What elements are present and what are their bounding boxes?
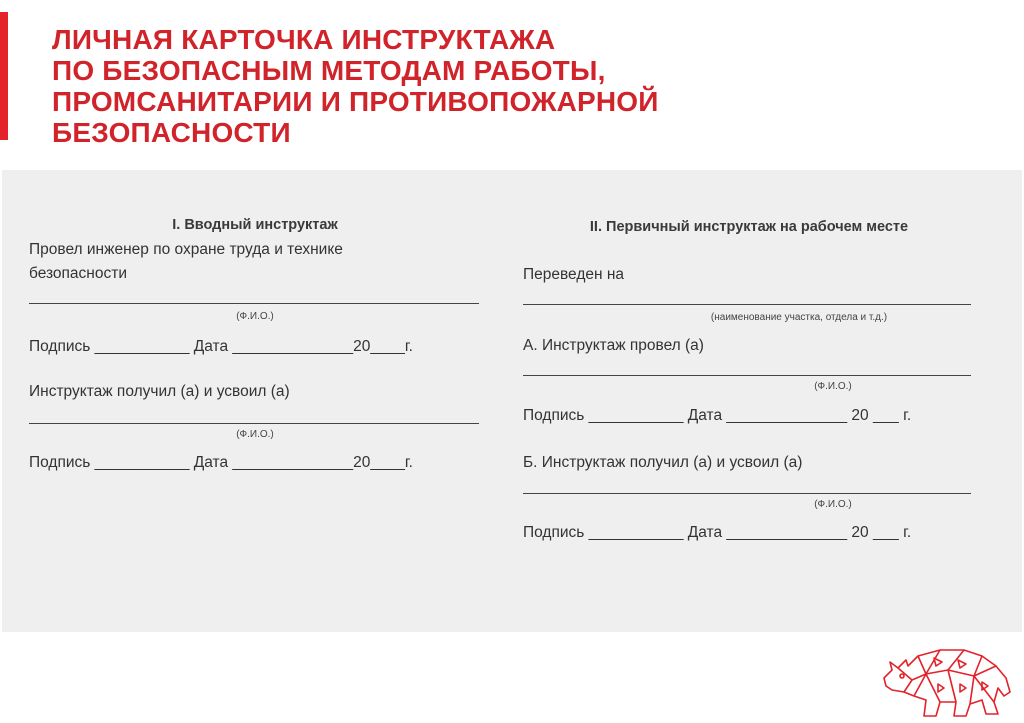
workplace-heading: II. Первичный инструктаж на рабочем месте [589,219,909,235]
name-field-a[interactable] [523,375,971,376]
signature-date-line-2: Подпись ___________ Дата ______________20____г. [29,454,413,471]
instruction-card-panel [2,170,1022,632]
name-caption-1: (Ф.И.О.) [236,311,274,322]
name-field-2[interactable] [29,423,479,424]
title-line-1: ЛИЧНАЯ КАРТОЧКА ИНСТРУКТАЖА [52,24,556,55]
unit-caption: (наименование участка, отдела и т.д.) [710,312,888,323]
name-caption-a: (Ф.И.О.) [814,381,852,392]
induction-heading: I. Вводный инструктаж [172,217,338,233]
conducted-by-line-2: безопасности [29,265,127,282]
transferred-line: Переведен на [523,266,625,283]
name-caption-b: (Ф.И.О.) [814,499,852,510]
conducted-by-line: А. Инструктаж провел (а) [523,337,704,354]
accent-bar [0,12,8,140]
conducted-by-line-1: Провел инженер по охране труда и технике [29,241,343,258]
name-field-1[interactable] [29,303,479,304]
title-line-4: БЕЗОПАСНОСТИ [52,117,291,148]
name-caption-2: (Ф.И.О.) [236,429,274,440]
signature-date-line-a: Подпись ___________ Дата ______________ 20 ___ г. [523,407,912,424]
rhino-logo-icon [878,640,1018,720]
title-line-2: ПО БЕЗОПАСНЫМ МЕТОДАМ РАБОТЫ, [52,55,606,86]
name-field-b[interactable] [523,493,971,494]
signature-date-line-1: Подпись ___________ Дата ______________20____г. [29,338,413,355]
received-line-b: Б. Инструктаж получил (а) и усвоил (а) [523,454,803,471]
title-line-3: ПРОМСАНИТАРИИ И ПРОТИВОПОЖАРНОЙ [52,86,659,117]
page-title [52,24,659,148]
received-line: Инструктаж получил (а) и усвоил (а) [29,383,290,400]
unit-field[interactable] [523,304,971,305]
signature-date-line-b: Подпись ___________ Дата ______________ 20 ___ г. [523,524,912,541]
